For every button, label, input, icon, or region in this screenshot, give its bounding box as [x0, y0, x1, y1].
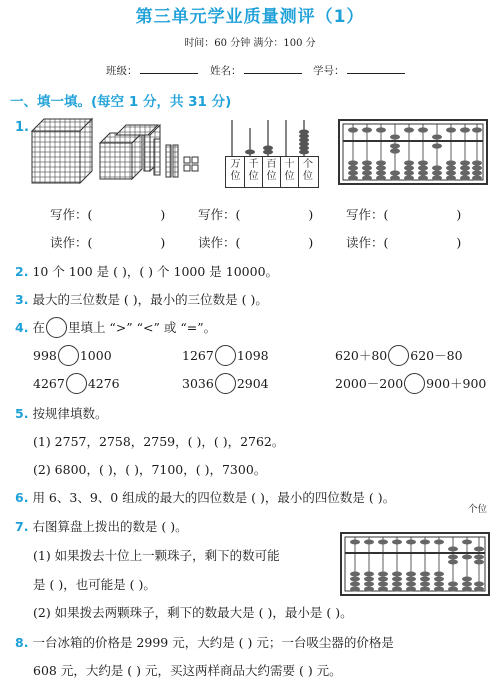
q7: 7. 右图算盘上拨出的数是 ( )。	[15, 519, 188, 534]
place-label: 百位	[263, 157, 281, 187]
q1-read-b: 读作：( )	[198, 235, 314, 250]
unit-cubes-icon	[184, 157, 198, 171]
id-label: 学号：	[313, 65, 345, 77]
hundred-flats-stack-icon	[100, 125, 160, 179]
class-label: 班级：	[106, 65, 138, 77]
q1-write-a: 写作：( )	[50, 207, 166, 222]
compare-circle[interactable]	[66, 373, 87, 394]
ones-place-label: 个位	[468, 504, 488, 515]
q4-item: 998 1000	[33, 346, 112, 367]
place-label: 千位	[245, 157, 263, 187]
q7-line-3: (2) 如果拨去两颗珠子，剩下的数最大是 ( )，最小是 ( )。	[33, 605, 353, 620]
compare-circle[interactable]	[46, 317, 67, 338]
q4-item: 620＋80 620－80	[335, 346, 463, 367]
name-field[interactable]	[210, 62, 302, 78]
name-label: 姓名：	[210, 65, 242, 77]
base-ten-blocks-figure	[30, 117, 210, 189]
q1-read-a: 读作：( )	[50, 235, 166, 250]
page-title: 第三单元学业质量测评（1）	[135, 7, 365, 27]
q1-write-c: 写作：( )	[346, 207, 462, 222]
exam-meta: 时间：60 分钟 满分：100 分	[184, 38, 316, 49]
abacus-figure	[338, 119, 488, 185]
q4-item: 3036 2904	[182, 374, 269, 395]
q3: 3. 最大的三位数是 ( )，最小的三位数是 ( )。	[15, 292, 268, 307]
q5-line-1: (1) 2757，2758，2759，( )，( )，2762。	[33, 434, 285, 449]
place-value-labels	[225, 156, 319, 188]
q6: 6. 用 6、3、9、0 组成的最大的四位数是 ( )，最小的四位数是 ( )。	[15, 490, 396, 505]
q4: 4. 在 里填上 “>” “<” 或 “=”。	[15, 318, 216, 339]
q4-item: 4267 4276	[33, 374, 120, 395]
q5: 5. 按规律填数。	[15, 406, 108, 421]
thousand-cube-icon	[32, 119, 92, 183]
compare-circle[interactable]	[388, 345, 409, 366]
q4-item: 1267 1098	[182, 346, 269, 367]
id-field[interactable]	[313, 62, 405, 78]
q2: 2. 10 个 100 是 ( )，( ) 个 1000 是 10000。	[15, 264, 279, 279]
compare-circle[interactable]	[404, 373, 425, 394]
q7-line-1: (1) 如果拨去十位上一颗珠子，剩下的数可能	[33, 548, 280, 563]
q7-abacus-figure	[340, 532, 490, 596]
counting-frame-rods-figure	[222, 118, 322, 158]
section-1-heading: 一、填一填。(每空 1 分，共 31 分)	[10, 94, 232, 110]
q1-number: 1.	[15, 120, 29, 135]
class-field[interactable]	[106, 62, 198, 78]
compare-circle[interactable]	[215, 345, 236, 366]
place-label: 个位	[303, 159, 313, 182]
compare-circle[interactable]	[215, 373, 236, 394]
q8: 8. 一台冰箱的价格是 2999 元，大约是 ( ) 元；一台吸尘器的价格是	[15, 635, 394, 650]
ten-rods-icon	[166, 145, 178, 177]
place-label: 十位	[281, 157, 299, 187]
q1-read-c: 读作：( )	[346, 235, 462, 250]
place-label: 万位	[227, 157, 245, 187]
q4-item: 2000－200 900＋900	[335, 374, 486, 395]
q8-line-2: 608 元，大约是 ( ) 元，买这两样商品大约需要 ( ) 元。	[33, 663, 342, 678]
compare-circle[interactable]	[58, 345, 79, 366]
q5-line-2: (2) 6800，( )，( )，7100，( )，7300。	[33, 462, 267, 477]
q1-write-b: 写作：( )	[198, 207, 314, 222]
q7-line-2: 是 ( )，也可能是 ( )。	[33, 577, 156, 592]
